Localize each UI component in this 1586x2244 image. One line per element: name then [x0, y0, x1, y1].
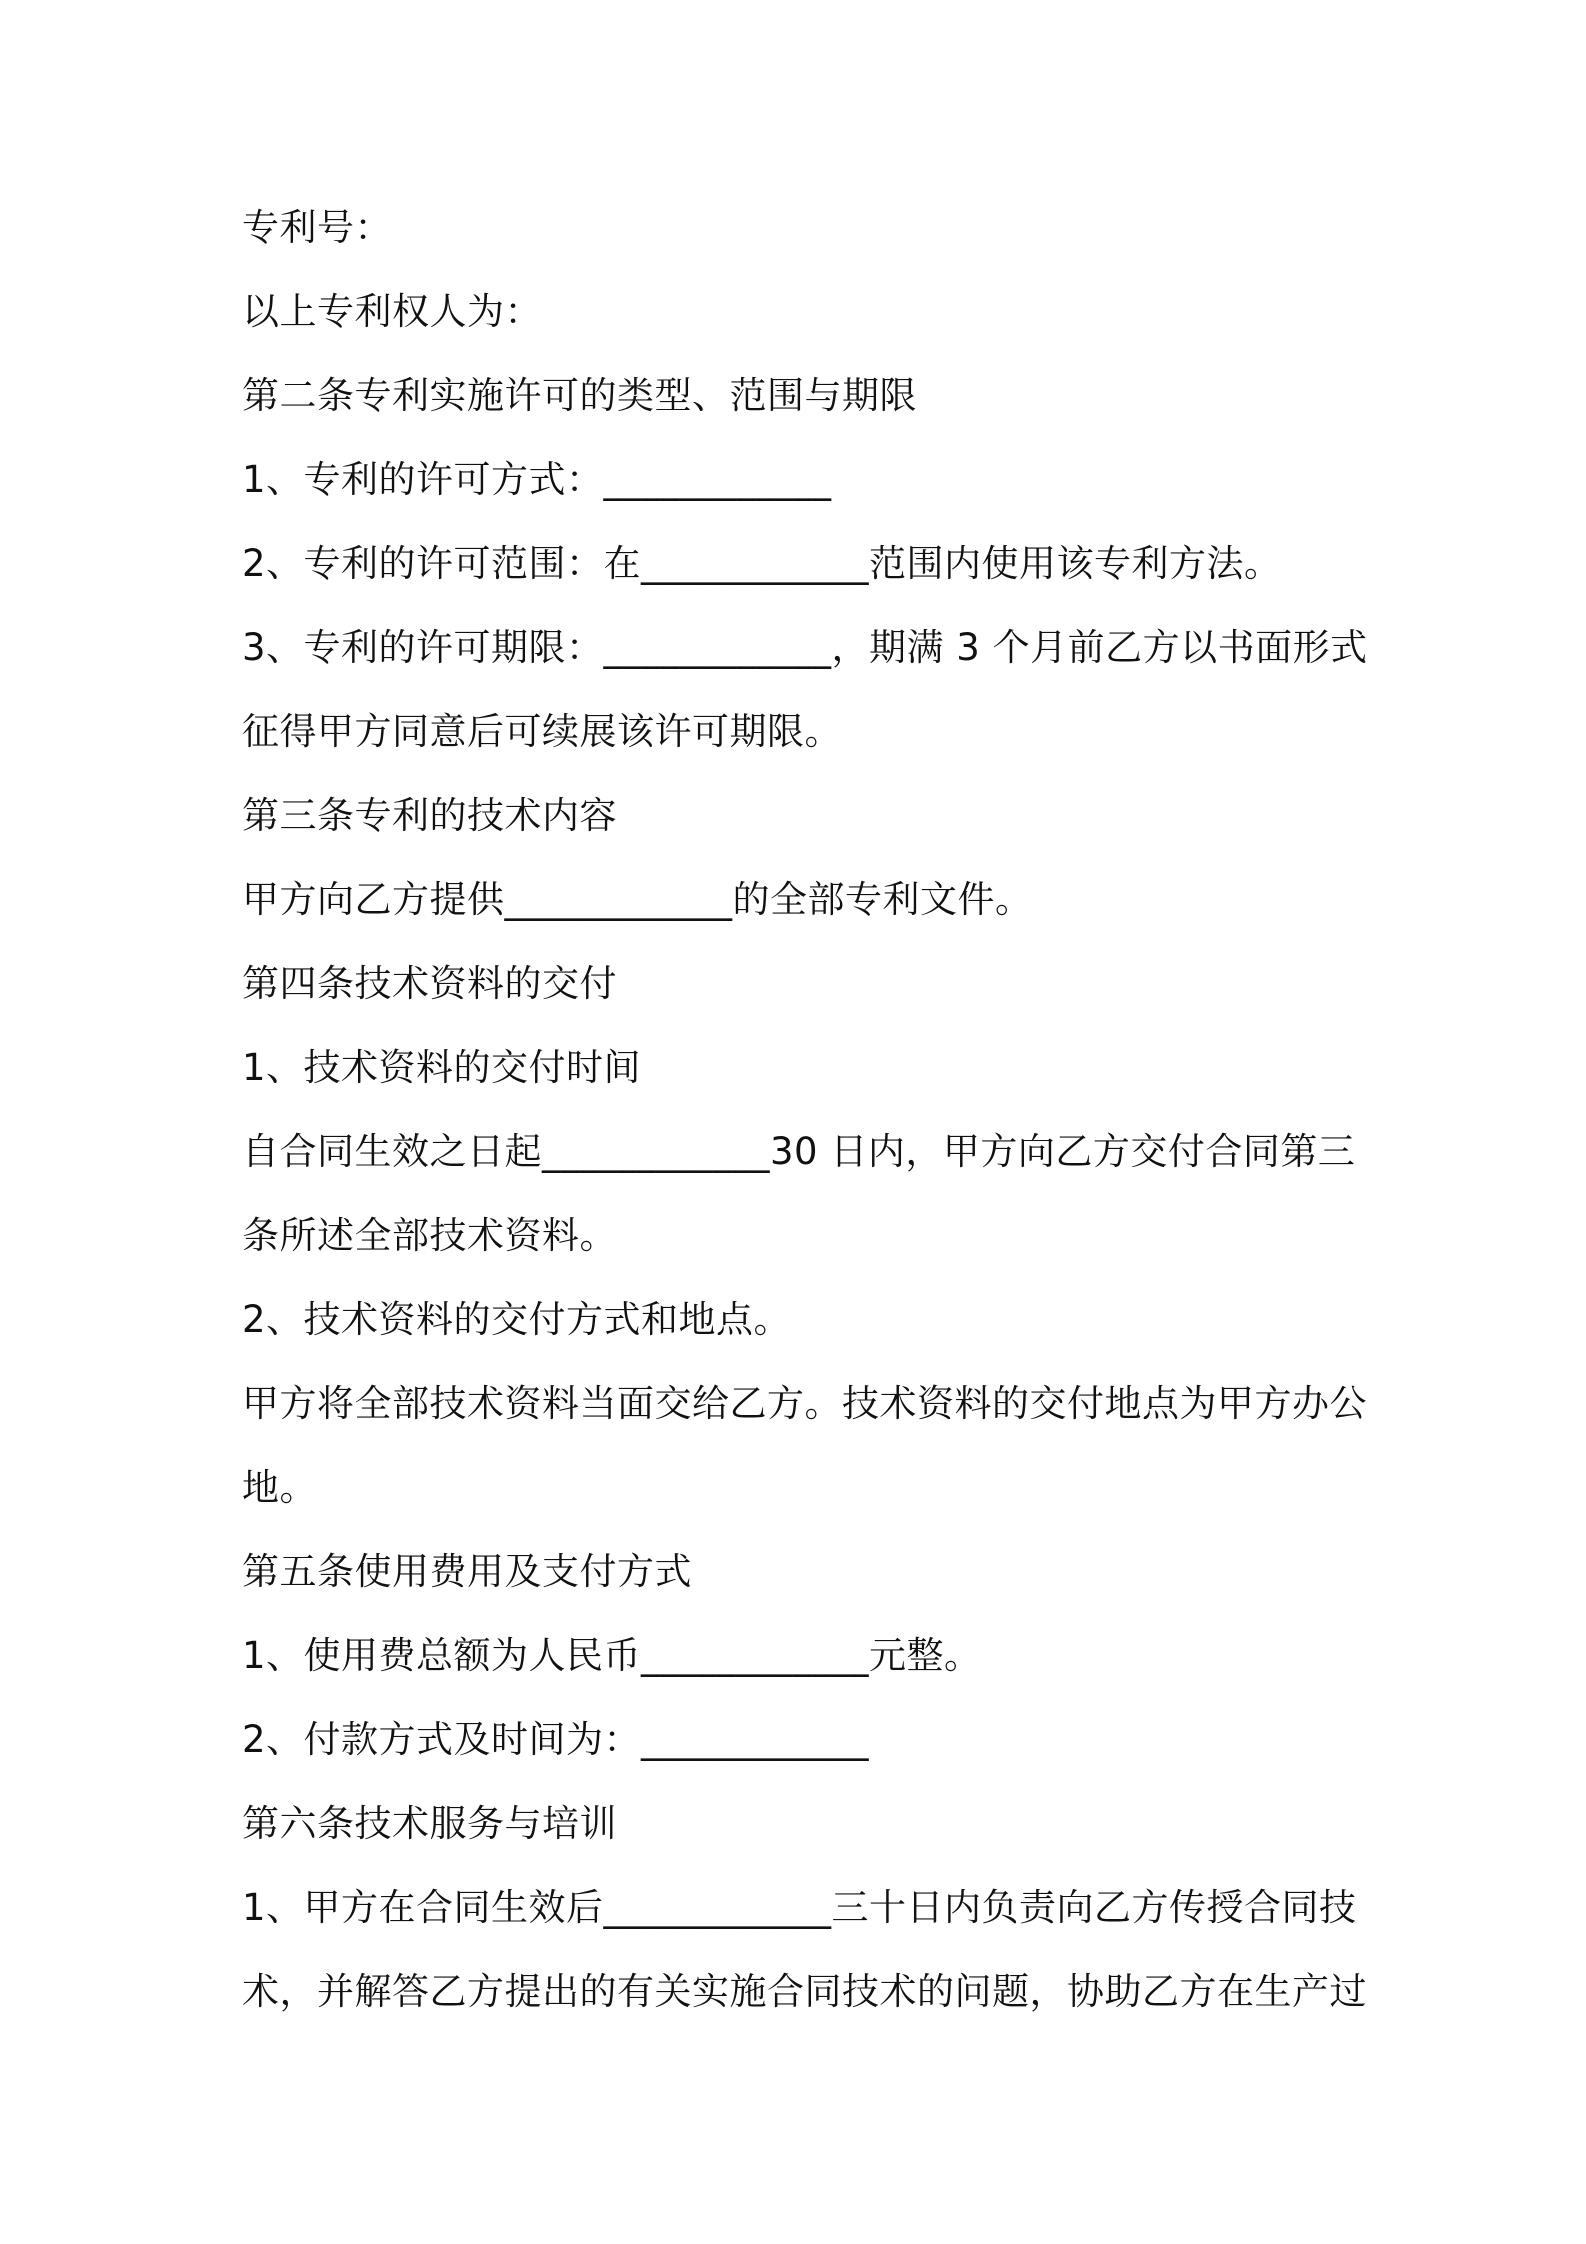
article-5-heading: 第五条使用费用及支付方式 — [242, 1550, 692, 1593]
delivery-time-heading: 1、技术资料的交付时间 — [242, 1046, 642, 1089]
patent-documents-line: 甲方向乙方提供____________的全部专利文件。 — [242, 878, 1033, 921]
delivery-method-line-cont: 地。 — [242, 1466, 317, 1509]
technical-service-line-cont: 术，并解答乙方提出的有关实施合同技术的问题，协助乙方在生产过 — [242, 1970, 1367, 2013]
article-2-heading: 第二条专利实施许可的类型、范围与期限 — [242, 374, 917, 417]
delivery-time-line: 自合同生效之日起____________30 日内，甲方向乙方交付合同第三 — [242, 1130, 1356, 1173]
payment-method-line: 2、付款方式及时间为：____________ — [242, 1718, 870, 1761]
license-term-line-cont: 征得甲方同意后可续展该许可期限。 — [242, 710, 842, 753]
license-mode-line: 1、专利的许可方式：____________ — [242, 458, 832, 501]
license-term-line: 3、专利的许可期限：____________，期满 3 个月前乙方以书面形式 — [242, 626, 1368, 669]
article-4-heading: 第四条技术资料的交付 — [242, 962, 617, 1005]
patent-number-line: 专利号： — [242, 206, 392, 249]
license-scope-line: 2、专利的许可范围：在____________范围内使用该专利方法。 — [242, 542, 1282, 585]
technical-service-line: 1、甲方在合同生效后____________三十日内负责向乙方传授合同技 — [242, 1886, 1357, 1929]
fee-total-line: 1、使用费总额为人民币____________元整。 — [242, 1634, 982, 1677]
article-6-heading: 第六条技术服务与培训 — [242, 1802, 617, 1845]
patentee-line: 以上专利权人为： — [242, 290, 542, 333]
delivery-method-heading: 2、技术资料的交付方式和地点。 — [242, 1298, 792, 1341]
delivery-time-line-cont: 条所述全部技术资料。 — [242, 1214, 617, 1257]
delivery-method-line: 甲方将全部技术资料当面交给乙方。技术资料的交付地点为甲方办公 — [242, 1382, 1367, 1425]
article-3-heading: 第三条专利的技术内容 — [242, 794, 617, 837]
